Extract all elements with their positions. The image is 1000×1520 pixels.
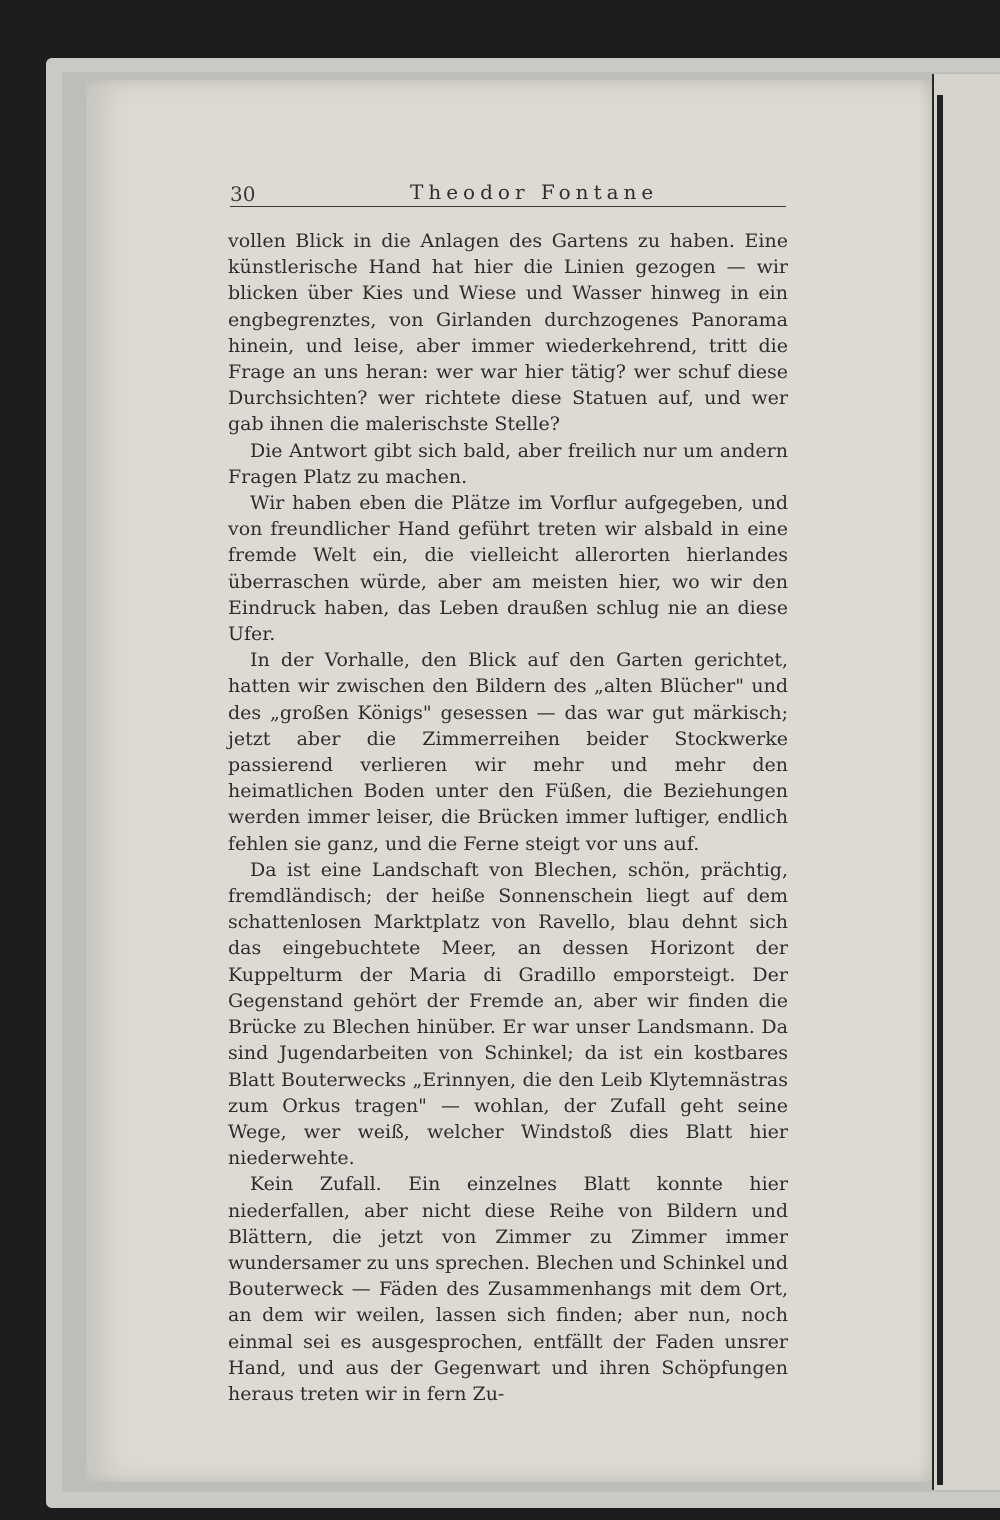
page-number: 30 — [230, 182, 256, 206]
running-head — [230, 182, 785, 208]
header-rule — [230, 206, 786, 207]
running-title: Theodor Fontane — [410, 180, 659, 204]
paragraph: Wir haben eben die Plätze im Vorflur aufgegeben, und von freundlicher Hand geführt treten wir alsbald in eine fremde Welt ein, die vielleicht allerorten hierlandes überraschen würde, aber am meisten hier, wo wir den Eindruck haben, das Leben draußen schlug nie an diese Ufer. — [228, 492, 788, 646]
paragraph: Kein Zufall. Ein einzelnes Blatt konnte hier niederfallen, aber nicht diese Reihe von Bildern und Blättern, die jetzt von Zimmer zu Zimmer immer wundersamer zu uns sprechen. Blechen und Schinkel und Bouterweck — Fäden des Zusammenhangs mit dem Ort, an dem wir weilen, lassen sich finden; aber nun, noch einmal sei es ausgesprochen, entfällt der Faden unsrer Hand, und aus der Gegenwart und ihren Schöpfungen heraus treten wir in fern Zu- — [228, 1173, 788, 1405]
paragraph: Die Antwort gibt sich bald, aber freilich nur um andern Fragen Platz zu machen. — [228, 439, 788, 488]
paragraph: Da ist eine Landschaft von Blechen, schön, prächtig, fremdländisch; der heiße Sonnenschein liegt auf dem schattenlosen Marktplatz von Ravello, blau dehnt sich das eingebuchtete Meer, an dessen Horizont der Kuppelturm der Maria di Gradillo emporsteigt. Der Gegenstand gehört der Fremde an, aber wir finden die Brücke zu Blechen hinüber. Er war unser Landsmann. Da sind Jugendarbeiten von Schinkel; da ist ein kostbares Blatt Bouterwecks „Erinnyen, die den Leib Klytemnästras zum Orkus tragen" — wohlan, der Zufall geht seine Wege, wer weiß, welcher Windstoß dies Blatt hier niederwehte. — [228, 858, 788, 1170]
body-text — [228, 228, 788, 1407]
gutter-shadow — [937, 95, 943, 1485]
paragraph: In der Vorhalle, den Blick auf den Garten gerichtet, hatten wir zwischen den Bildern des „alten Blücher" und des „großen Königs" gesessen — das war gut märkisch; jetzt aber die Zimmerreihen beider Stockwerke passierend verlieren wir mehr und mehr den heimatlichen Boden unter den Füßen, die Beziehungen werden immer leiser, die Brücken immer luftiger, endlich fehlen sie ganz, und die Ferne steigt vor uns auf. — [228, 649, 788, 855]
paragraph: vollen Blick in die Anlagen des Gartens zu haben. Eine künstlerische Hand hat hier die Linien gezogen — wir blicken über Kies und Wiese und Wasser hinweg in ein engbegrenztes, von Girlanden durchzogenes Panorama hinein, und leise, aber immer wiederkehrend, tritt die Frage an uns heran: wer war hier tätig? wer schuf diese Durchsichten? wer richtete diese Statuen auf, und wer gab ihnen die malerischste Stelle? — [228, 230, 788, 436]
